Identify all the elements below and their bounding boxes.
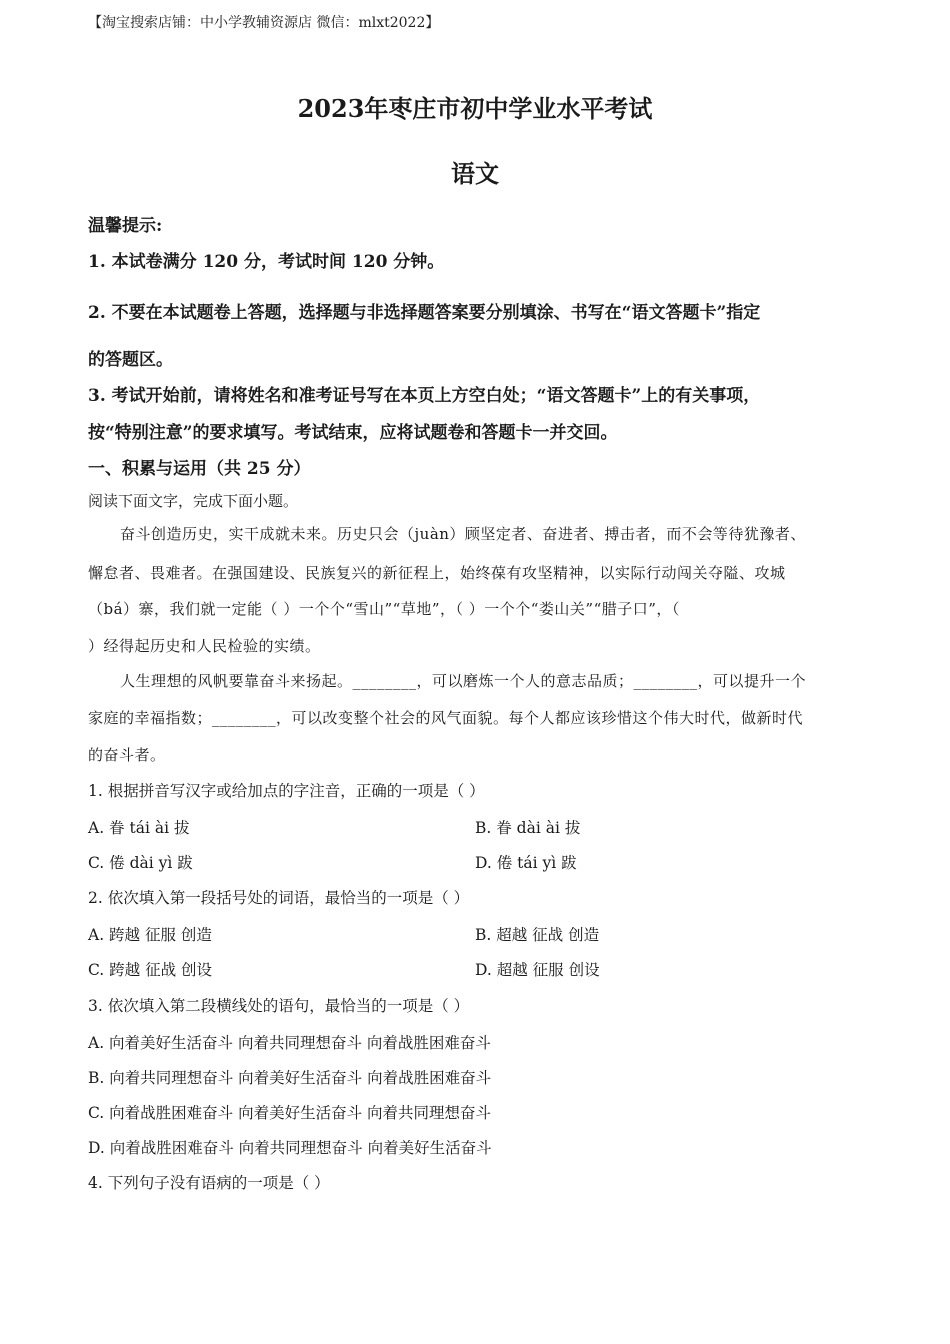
tip-item-2-line-2: 的答题区。 [88, 350, 173, 370]
reading-instruction: 阅读下面文字，完成下面小题。 [88, 492, 299, 510]
passage-2-line-3: 的奋斗者。 [88, 746, 166, 764]
question-3-option-d: D. 向着战胜困难奋斗 向着共同理想奋斗 向着美好生活奋斗 [88, 1139, 492, 1157]
question-2-option-b: B. 超越 征战 创造 [475, 926, 600, 944]
question-3-option-a: A. 向着美好生活奋斗 向着共同理想奋斗 向着战胜困难奋斗 [88, 1034, 491, 1052]
tip-item-2-line-1: 2. 不要在本试题卷上答题，选择题与非选择题答案要分别填涂、书写在“语文答题卡”指定 [88, 303, 761, 323]
question-1-option-b: B. 眷 dài ài 拔 [475, 819, 581, 837]
exam-title: 2023年枣庄市初中学业水平考试 [297, 94, 653, 123]
question-1-option-a: A. 眷 tái ài 拔 [88, 819, 190, 837]
passage-1-line-1: 奋斗创造历史，实干成就未来。历史只会（juàn）顾坚定者、奋进者、搏击者，而不会等待犹豫者、 [120, 525, 806, 543]
question-4-stem: 4. 下列句子没有语病的一项是（ ） [88, 1174, 330, 1192]
question-2-option-a: A. 跨越 征服 创造 [88, 926, 212, 944]
question-2-stem: 2. 依次填入第一段括号处的词语，最恰当的一项是（ ） [88, 889, 470, 907]
question-1-option-d: D. 倦 tái yì 跋 [475, 854, 577, 872]
passage-2-line-2: 家庭的幸福指数；________，可以改变整个社会的风气面貌。每个人都应该珍惜这个伟大时代，做新时代 [88, 709, 804, 727]
passage-1-line-4: ）经得起历史和人民检验的实绩。 [88, 637, 321, 655]
exam-subject: 语文 [451, 159, 499, 188]
question-3-stem: 3. 依次填入第二段横线处的语句，最恰当的一项是（ ） [88, 997, 470, 1015]
passage-2-line-1: 人生理想的风帆要靠奋斗来扬起。________，可以磨炼一个人的意志品质；________，可以提升一个 [120, 672, 807, 690]
question-2-option-d: D. 超越 征服 创设 [475, 961, 600, 979]
tips-heading: 温馨提示: [88, 216, 163, 236]
page-header-banner: 【淘宝搜索店铺：中小学教辅资源店 微信：mlxt2022】 [88, 15, 440, 31]
passage-1-line-2: 懈怠者、畏难者。在强国建设、民族复兴的新征程上，始终葆有攻坚精神，以实际行动闯关夺隘、攻城 [88, 564, 786, 582]
tip-item-1: 1. 本试卷满分 120 分，考试时间 120 分钟。 [88, 252, 445, 272]
passage-1-line-3: （bá）寨，我们就一定能（ ）一个个“雪山”“草地”，（ ）一个个“娄山关”“腊子口”，（ [88, 600, 680, 618]
section-1-heading: 一、积累与运用（共 25 分） [88, 459, 311, 479]
question-3-option-c: C. 向着战胜困难奋斗 向着美好生活奋斗 向着共同理想奋斗 [88, 1104, 492, 1122]
question-1-stem: 1. 根据拼音写汉字或给加点的字注音，正确的一项是（ ） [88, 782, 485, 800]
tip-item-3-line-1: 3. 考试开始前，请将姓名和准考证号写在本页上方空白处；“语文答题卡”上的有关事项， [88, 386, 761, 406]
question-2-option-c: C. 跨越 征战 创设 [88, 961, 213, 979]
question-3-option-b: B. 向着共同理想奋斗 向着美好生活奋斗 向着战胜困难奋斗 [88, 1069, 492, 1087]
question-1-option-c: C. 倦 dài yì 跋 [88, 854, 193, 872]
tip-item-3-line-2: 按“特别注意”的要求填写。考试结束，应将试题卷和答题卡一并交回。 [88, 423, 618, 443]
